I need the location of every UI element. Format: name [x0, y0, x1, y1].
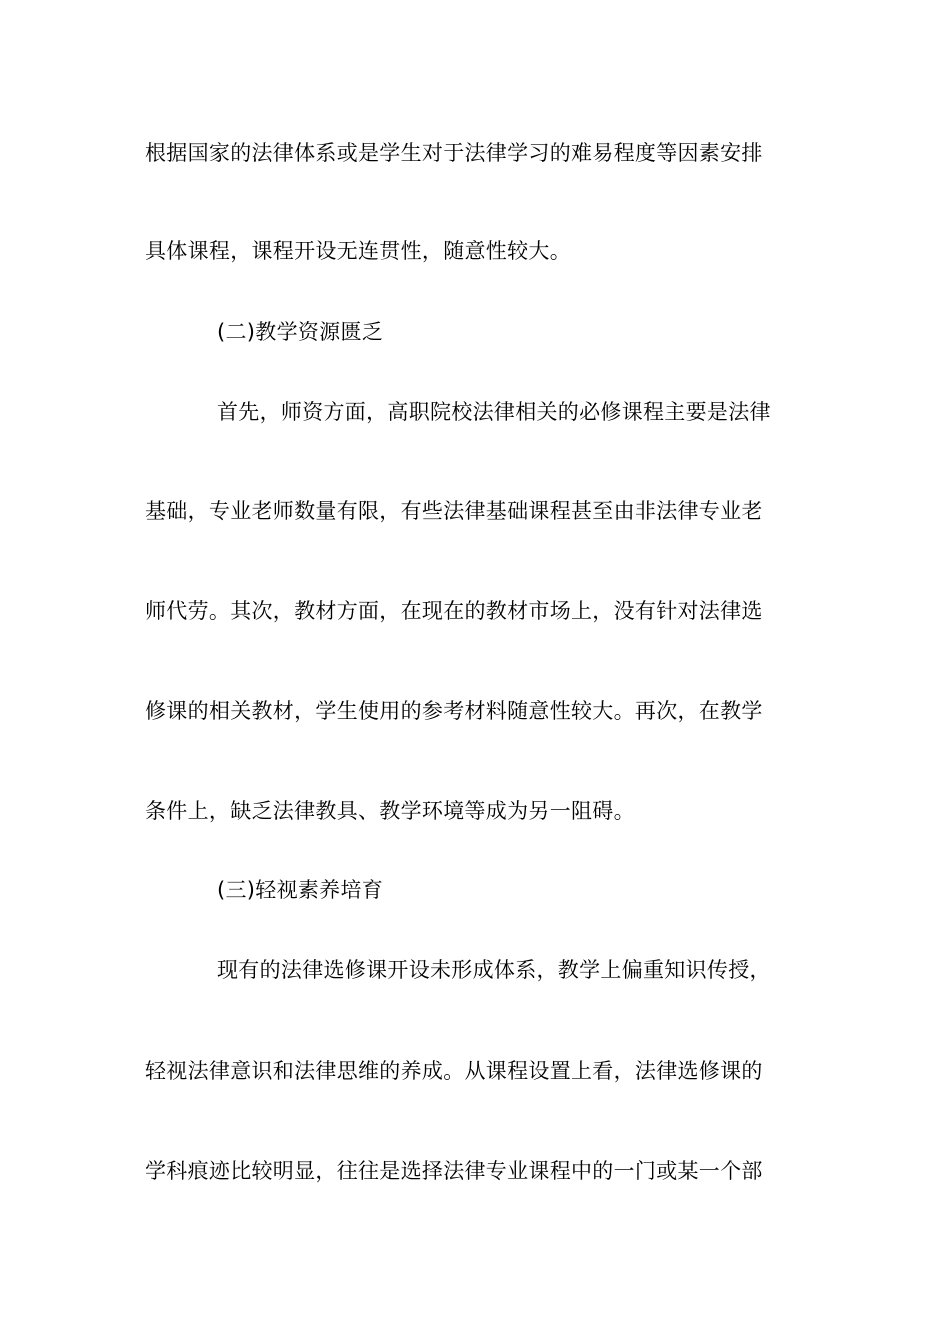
section-heading: (二)教学资源匮乏	[217, 320, 384, 344]
paragraph-line: 基础，专业老师数量有限，有些法律基础课程甚至由非法律专业老	[145, 499, 763, 523]
paragraph-line: 根据国家的法律体系或是学生对于法律学习的难易程度等因素安排	[145, 141, 763, 165]
paragraph-line: 具体课程，课程开设无连贯性，随意性较大。	[145, 239, 571, 263]
paragraph-line: 条件上，缺乏法律教具、教学环境等成为另一阻碍。	[145, 799, 635, 823]
paragraph-line: 学科痕迹比较明显，往往是选择法律专业课程中的一门或某一个部	[145, 1159, 763, 1183]
section-heading: (三)轻视素养培育	[217, 878, 384, 902]
paragraph-line: 师代劳。其次，教材方面，在现在的教材市场上，没有针对法律选	[145, 599, 763, 623]
paragraph-line: 首先，师资方面，高职院校法律相关的必修课程主要是法律	[217, 400, 771, 424]
paragraph-line: 现有的法律选修课开设未形成体系，教学上偏重知识传授，	[217, 958, 771, 982]
paragraph-line: 修课的相关教材，学生使用的参考材料随意性较大。再次，在教学	[145, 699, 763, 723]
paragraph-line: 轻视法律意识和法律思维的养成。从课程设置上看，法律选修课的	[145, 1059, 763, 1083]
